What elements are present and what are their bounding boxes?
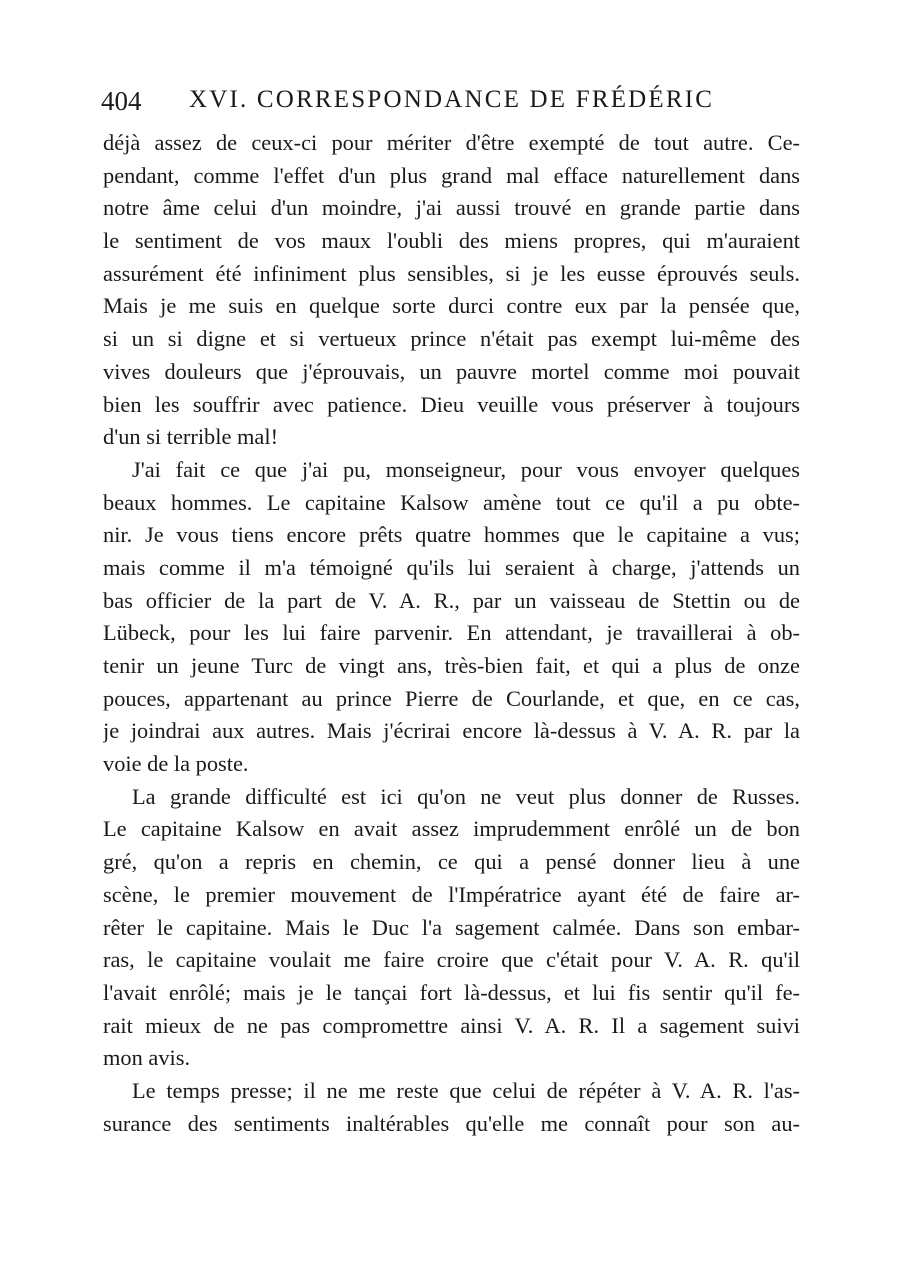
paragraph [103, 454, 800, 781]
text-line: Le temps presse; il ne me reste que celui de répéter à V. A. R. l'as- [132, 1077, 800, 1103]
text-line: ras, le capitaine voulait me faire croire que c'était pour V. A. R. qu'il [103, 947, 800, 973]
body-text [103, 127, 800, 1140]
text-line: voie de la poste. [103, 751, 249, 777]
paragraph [103, 781, 800, 1075]
text-line: assurément été infiniment plus sensibles, si je les eusse éprouvés seuls. [103, 260, 800, 286]
text-line: gré, qu'on a repris en chemin, ce qui a pensé donner lieu à une [103, 849, 800, 875]
paragraph [103, 127, 800, 454]
text-line: J'ai fait ce que j'ai pu, monseigneur, pour vous envoyer quelques [132, 456, 800, 482]
text-line: notre âme celui d'un moindre, j'ai aussi trouvé en grande partie dans [103, 195, 800, 221]
paragraph [103, 1075, 800, 1140]
text-line: d'un si terrible mal! [103, 424, 279, 450]
text-line: bas officier de la part de V. A. R., par un vaisseau de Stettin ou de [103, 587, 800, 613]
text-line: nir. Je vous tiens encore prêts quatre hommes que le capitaine a vus; [103, 522, 800, 548]
text-line: vives douleurs que j'éprouvais, un pauvre mortel comme moi pouvait [103, 358, 800, 384]
text-line: scène, le premier mouvement de l'Impératrice ayant été de faire ar- [103, 881, 800, 907]
text-line: tenir un jeune Turc de vingt ans, très-bien fait, et qui a plus de onze [103, 653, 800, 678]
text-line: Mais je me suis en quelque sorte durci contre eux par la pensée que, [103, 293, 800, 319]
text-line: bien les souffrir avec patience. Dieu veuille vous préserver à toujours [103, 391, 800, 417]
text-line: La grande difficulté est ici qu'on ne veut plus donner de Russes. [132, 783, 800, 809]
text-line: Le capitaine Kalsow en avait assez imprudemment enrôlé un de bon [103, 816, 800, 842]
text-line: si un si digne et si vertueux prince n'était pas exempt lui-même des [103, 326, 800, 352]
text-line: l'avait enrôlé; mais je le tançai fort là-dessus, et lui fis sentir qu'il fe- [103, 979, 800, 1005]
text-line: Lübeck, pour les lui faire parvenir. En attendant, je travaillerai à ob- [103, 620, 800, 646]
text-line: déjà assez de ceux-ci pour mériter d'être exempté de tout autre. Ce- [103, 130, 800, 155]
text-line: rait mieux de ne pas compromettre ainsi V. A. R. Il a sagement suivi [103, 1012, 800, 1038]
text-line: pendant, comme l'effet d'un plus grand mal efface naturellement dans [103, 162, 800, 188]
text-line: je joindrai aux autres. Mais j'écrirai encore là-dessus à V. A. R. par la [103, 718, 800, 744]
text-line: beaux hommes. Le capitaine Kalsow amène tout ce qu'il a pu obte- [103, 489, 800, 515]
text-line: surance des sentiments inaltérables qu'elle me connaît pour son au- [103, 1110, 800, 1136]
text-line: pouces, appartenant au prince Pierre de Courlande, et que, en ce cas, [103, 685, 800, 711]
text-line: mon avis. [103, 1045, 191, 1071]
text-line: le sentiment de vos maux l'oubli des miens propres, qui m'auraient [103, 228, 800, 254]
running-head [101, 86, 806, 120]
text-line: mais comme il m'a témoigné qu'ils lui seraient à charge, j'attends un [103, 554, 800, 580]
running-title: XVI. CORRESPONDANCE DE FRÉDÉRIC [189, 86, 715, 113]
text-line: rêter le capitaine. Mais le Duc l'a sagement calmée. Dans son embar- [103, 914, 800, 940]
page-number: 404 [101, 86, 142, 116]
